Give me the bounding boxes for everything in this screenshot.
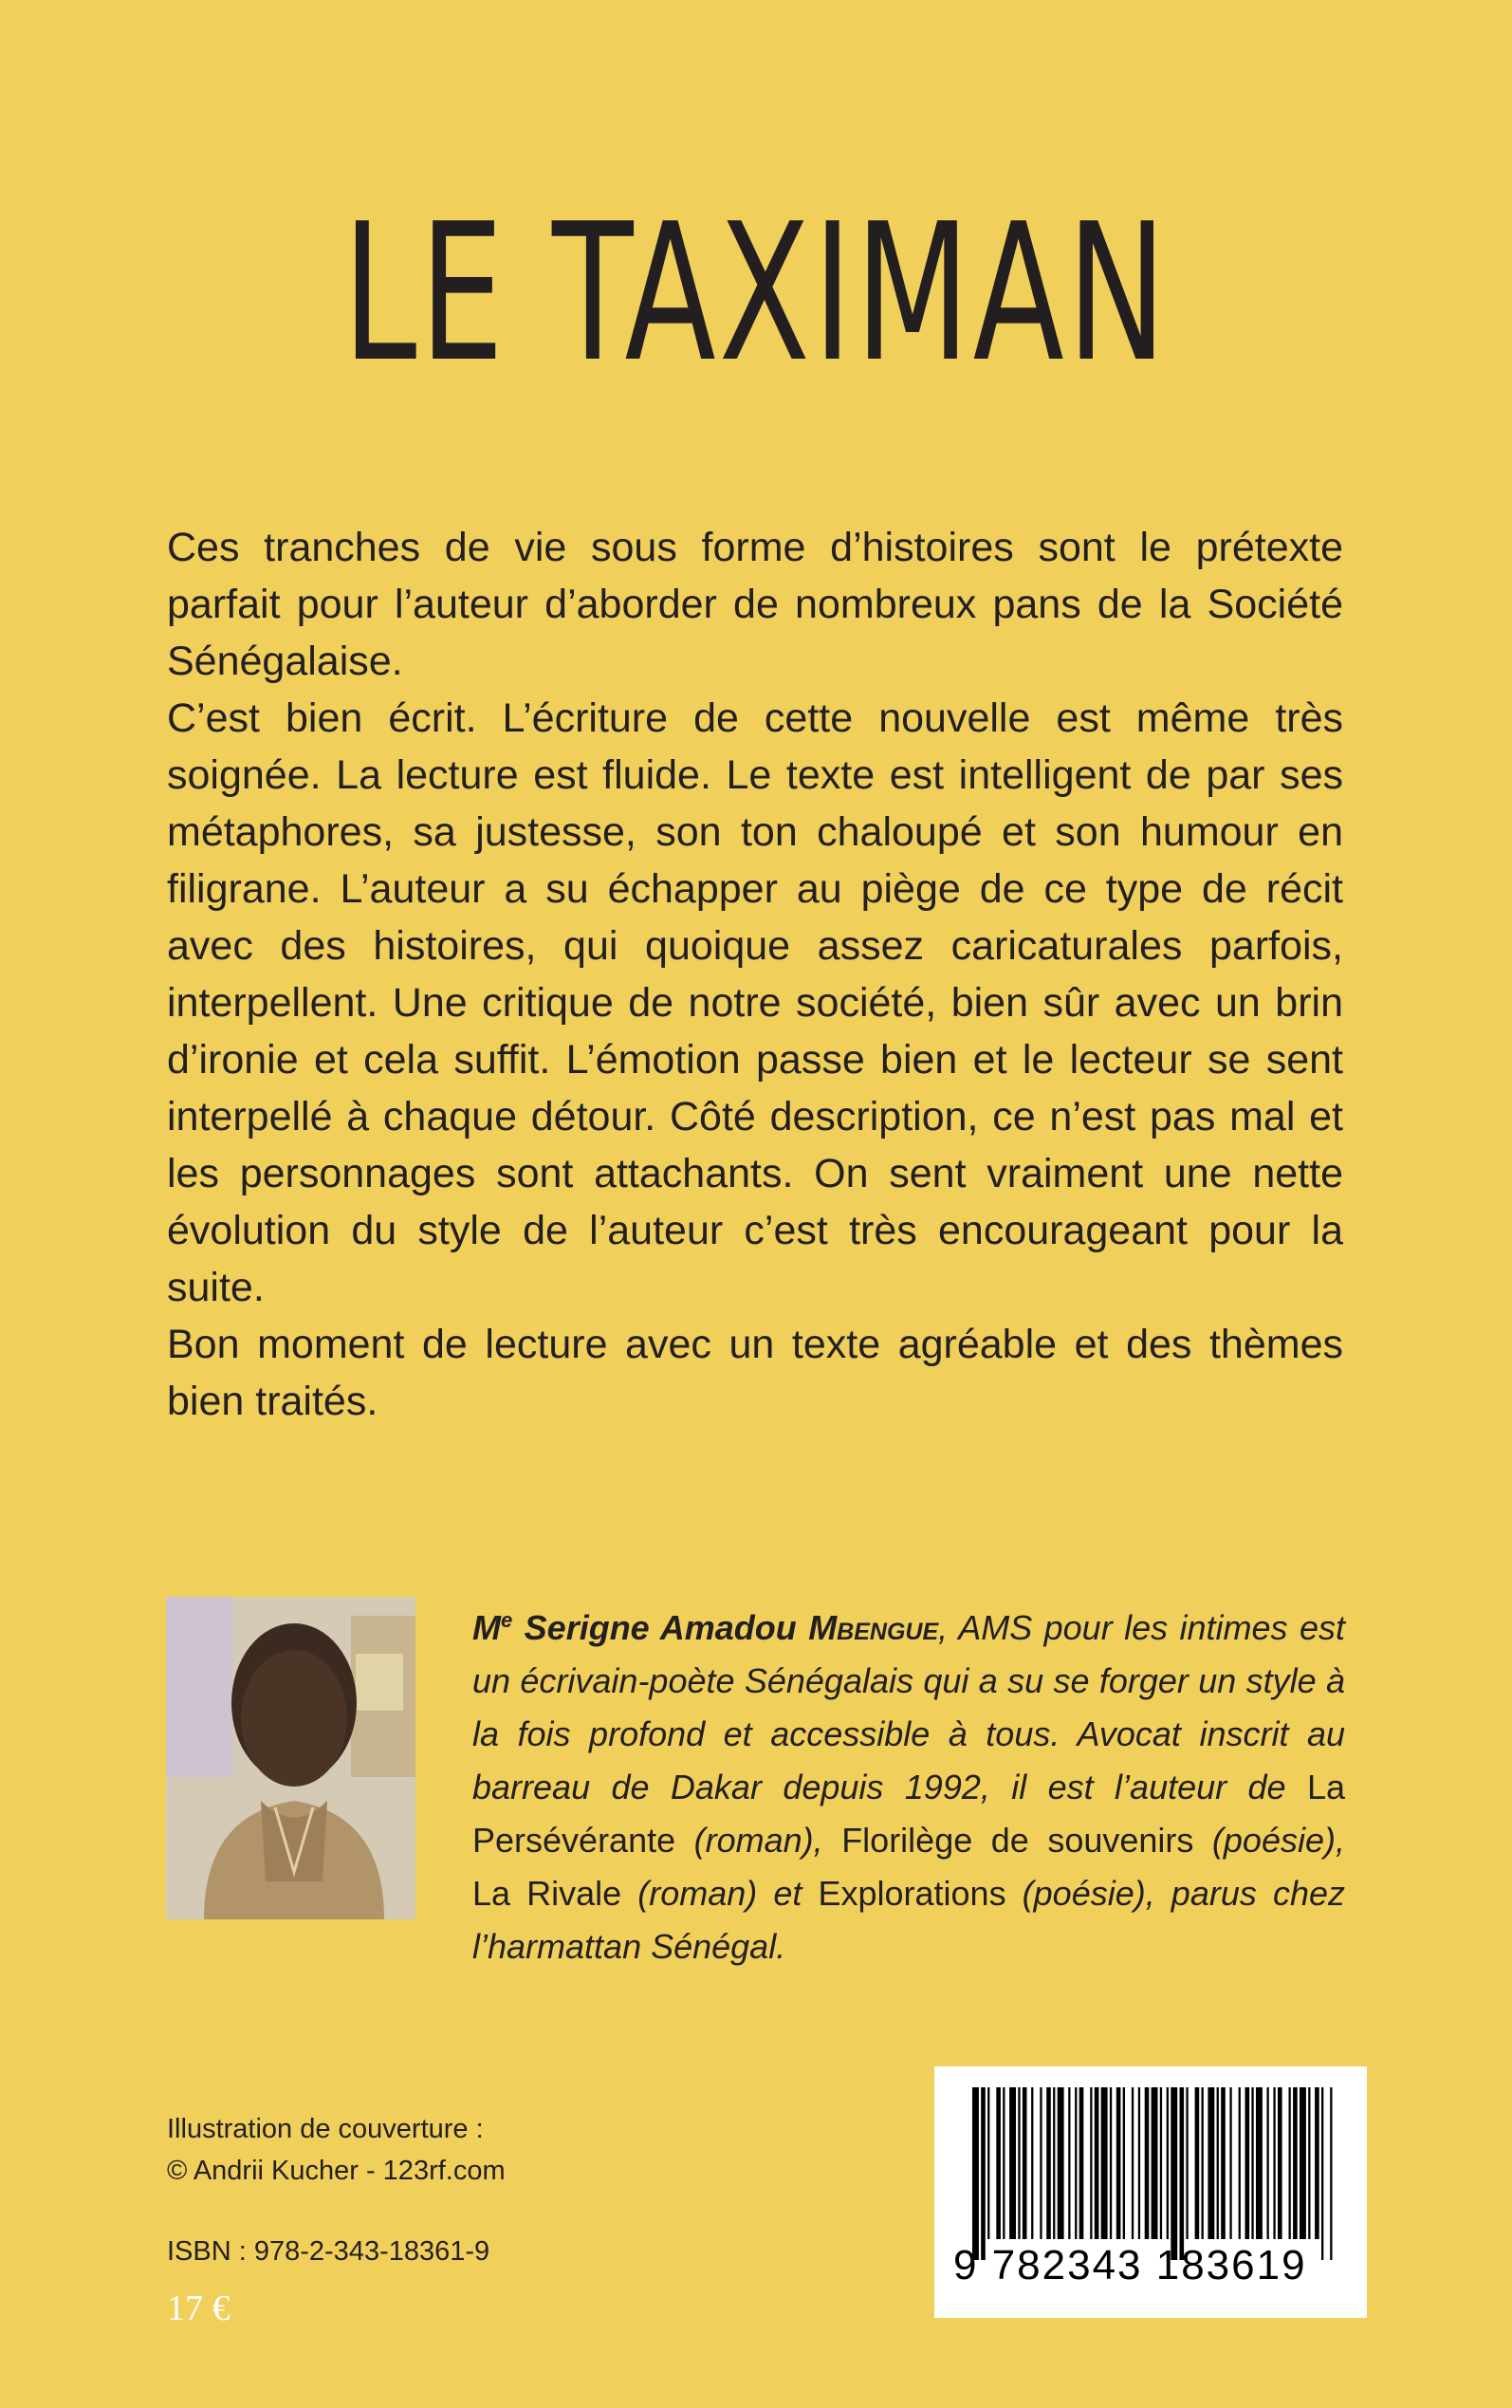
barcode-bar — [1256, 2087, 1263, 2239]
barcode-bar — [1079, 2087, 1084, 2239]
barcode-bar — [1040, 2087, 1042, 2239]
barcode-bar — [1003, 2087, 1005, 2239]
barcode-bar — [1160, 2087, 1162, 2239]
author-photo — [166, 1597, 415, 1919]
barcode-bar — [1167, 2087, 1169, 2239]
barcode-bar — [1116, 2087, 1121, 2239]
barcode-bar — [1315, 2087, 1319, 2239]
barcode-bar — [1171, 2087, 1177, 2260]
barcode-bar — [1023, 2087, 1027, 2239]
barcode-bar — [1186, 2087, 1188, 2239]
author-first-names: Serigne Amadou — [524, 1608, 797, 1647]
bio-text-4: (roman) et — [621, 1874, 819, 1913]
credit-line-1: Illustration de couverture : — [167, 2114, 484, 2144]
book-title-4: Explorations — [818, 1874, 1006, 1913]
barcode-bar — [1267, 2087, 1269, 2239]
barcode-bar — [1300, 2087, 1306, 2239]
barcode-bar — [987, 2087, 989, 2239]
author-prefix-sup: e — [501, 1608, 513, 1632]
barcode-bar — [1217, 2087, 1219, 2239]
book-title-1: La Persévérante — [472, 1768, 1345, 1860]
barcode-bar — [1068, 2087, 1070, 2239]
barcode-bar — [1132, 2087, 1134, 2239]
barcode-bar — [1152, 2087, 1158, 2239]
barcode-bar — [1221, 2087, 1226, 2239]
barcode-digits: 9 782343 183619 — [953, 2242, 1307, 2288]
barcode-bar — [1053, 2087, 1055, 2239]
barcode-bar — [1273, 2087, 1275, 2239]
barcode-bar — [1101, 2087, 1108, 2239]
barcode-bar — [1330, 2087, 1332, 2260]
barcode-bar — [1195, 2087, 1200, 2239]
barcode-bar — [1138, 2087, 1140, 2239]
book-title: LE TAXIMAN — [342, 183, 1170, 404]
barcode-bar — [1031, 2087, 1033, 2239]
barcode-bar — [1046, 2087, 1051, 2239]
barcode-bar — [1229, 2087, 1231, 2239]
barcode-bar — [996, 2087, 1001, 2239]
barcode-bar — [1095, 2087, 1099, 2239]
book-title-3: La Rivale — [472, 1874, 622, 1913]
bio-text-2: (roman), — [675, 1821, 842, 1860]
barcode-bar — [1123, 2087, 1125, 2239]
barcode-bar — [1308, 2087, 1310, 2239]
barcode-bar — [981, 2087, 986, 2260]
barcode-bar — [1110, 2087, 1112, 2239]
isbn-label: ISBN : 978-2-343-18361-9 — [167, 2236, 490, 2267]
blurb-paragraph-3: Bon moment de lecture avec un texte agréable et des thèmes bien traités. — [167, 1322, 1343, 1424]
credit-line-2: © Andrii Kucher - 123rf.com — [167, 2156, 506, 2186]
barcode — [934, 2066, 1367, 2318]
barcode-bar — [1208, 2087, 1214, 2239]
author-bio — [472, 1594, 1345, 1973]
barcode-bar — [1202, 2087, 1204, 2239]
blurb-paragraph-1: Ces tranches de vie sous forme d’histoires sont le prétexte parfait pour l’auteur d’aborder de nombreux pans de la Société Sénégalaise. — [167, 525, 1343, 684]
price-label: 17 € — [167, 2288, 230, 2328]
barcode-bar — [1145, 2087, 1150, 2239]
author-prefix: M — [472, 1608, 501, 1647]
barcode-bar — [1090, 2087, 1092, 2239]
barcode-bar — [1180, 2087, 1185, 2260]
barcode-bar — [1293, 2087, 1298, 2239]
book-title-2: Florilège de souvenirs — [841, 1821, 1194, 1860]
barcode-bar — [1289, 2087, 1291, 2239]
cover-illustration-credit — [167, 2108, 506, 2192]
bio-text-1: , AMS pour les intimes est un écrivain-poète Sénégalais qui a su se forger un style à la fois profond et accessible à tous. Avocat inscrit au barreau de Dakar depuis 1992, il est l’auteur de — [472, 1608, 1345, 1806]
blurb-paragraph-2: C’est bien écrit. L’écriture de cette nouvelle est même très soignée. La lecture est fluide. Le texte est intelligent de par ses métaphores, sa justesse, son ton chaloupé et son humour en filigrane. L’auteur a su échapper au piège de ce type de récit avec des histoires, qui quoique assez caricaturales parfois, interpellent. Une critique de notre société, bien sûr avec un brin d’ironie et cela suffit. L’émotion passe bien et le lecteur se sent interpellé à chaque détour. Côté description, ce n’est pas mal et les personnages sont attachants. On sent vraiment une nette évolution du style de l’auteur c’est très encourageant pour la suite. — [167, 695, 1343, 1310]
barcode-bar — [972, 2087, 979, 2260]
barcode-bar — [1278, 2087, 1282, 2239]
barcode-bar — [1245, 2087, 1250, 2239]
bio-text-3: (poésie), — [1193, 1821, 1345, 1860]
back-cover-blurb — [167, 519, 1343, 1430]
barcode-bar — [1239, 2087, 1241, 2239]
author-last-name: Mbengue — [808, 1608, 939, 1647]
barcode-bar — [1018, 2087, 1020, 2239]
bio-text-5: (poésie), parus chez l’harmattan Sénégal. — [472, 1874, 1345, 1966]
barcode-bar — [1251, 2087, 1253, 2239]
barcode-bar — [1009, 2087, 1016, 2239]
barcode-bar — [1075, 2087, 1077, 2239]
barcode-bar — [1321, 2087, 1323, 2260]
barcode-bar — [1058, 2087, 1064, 2239]
